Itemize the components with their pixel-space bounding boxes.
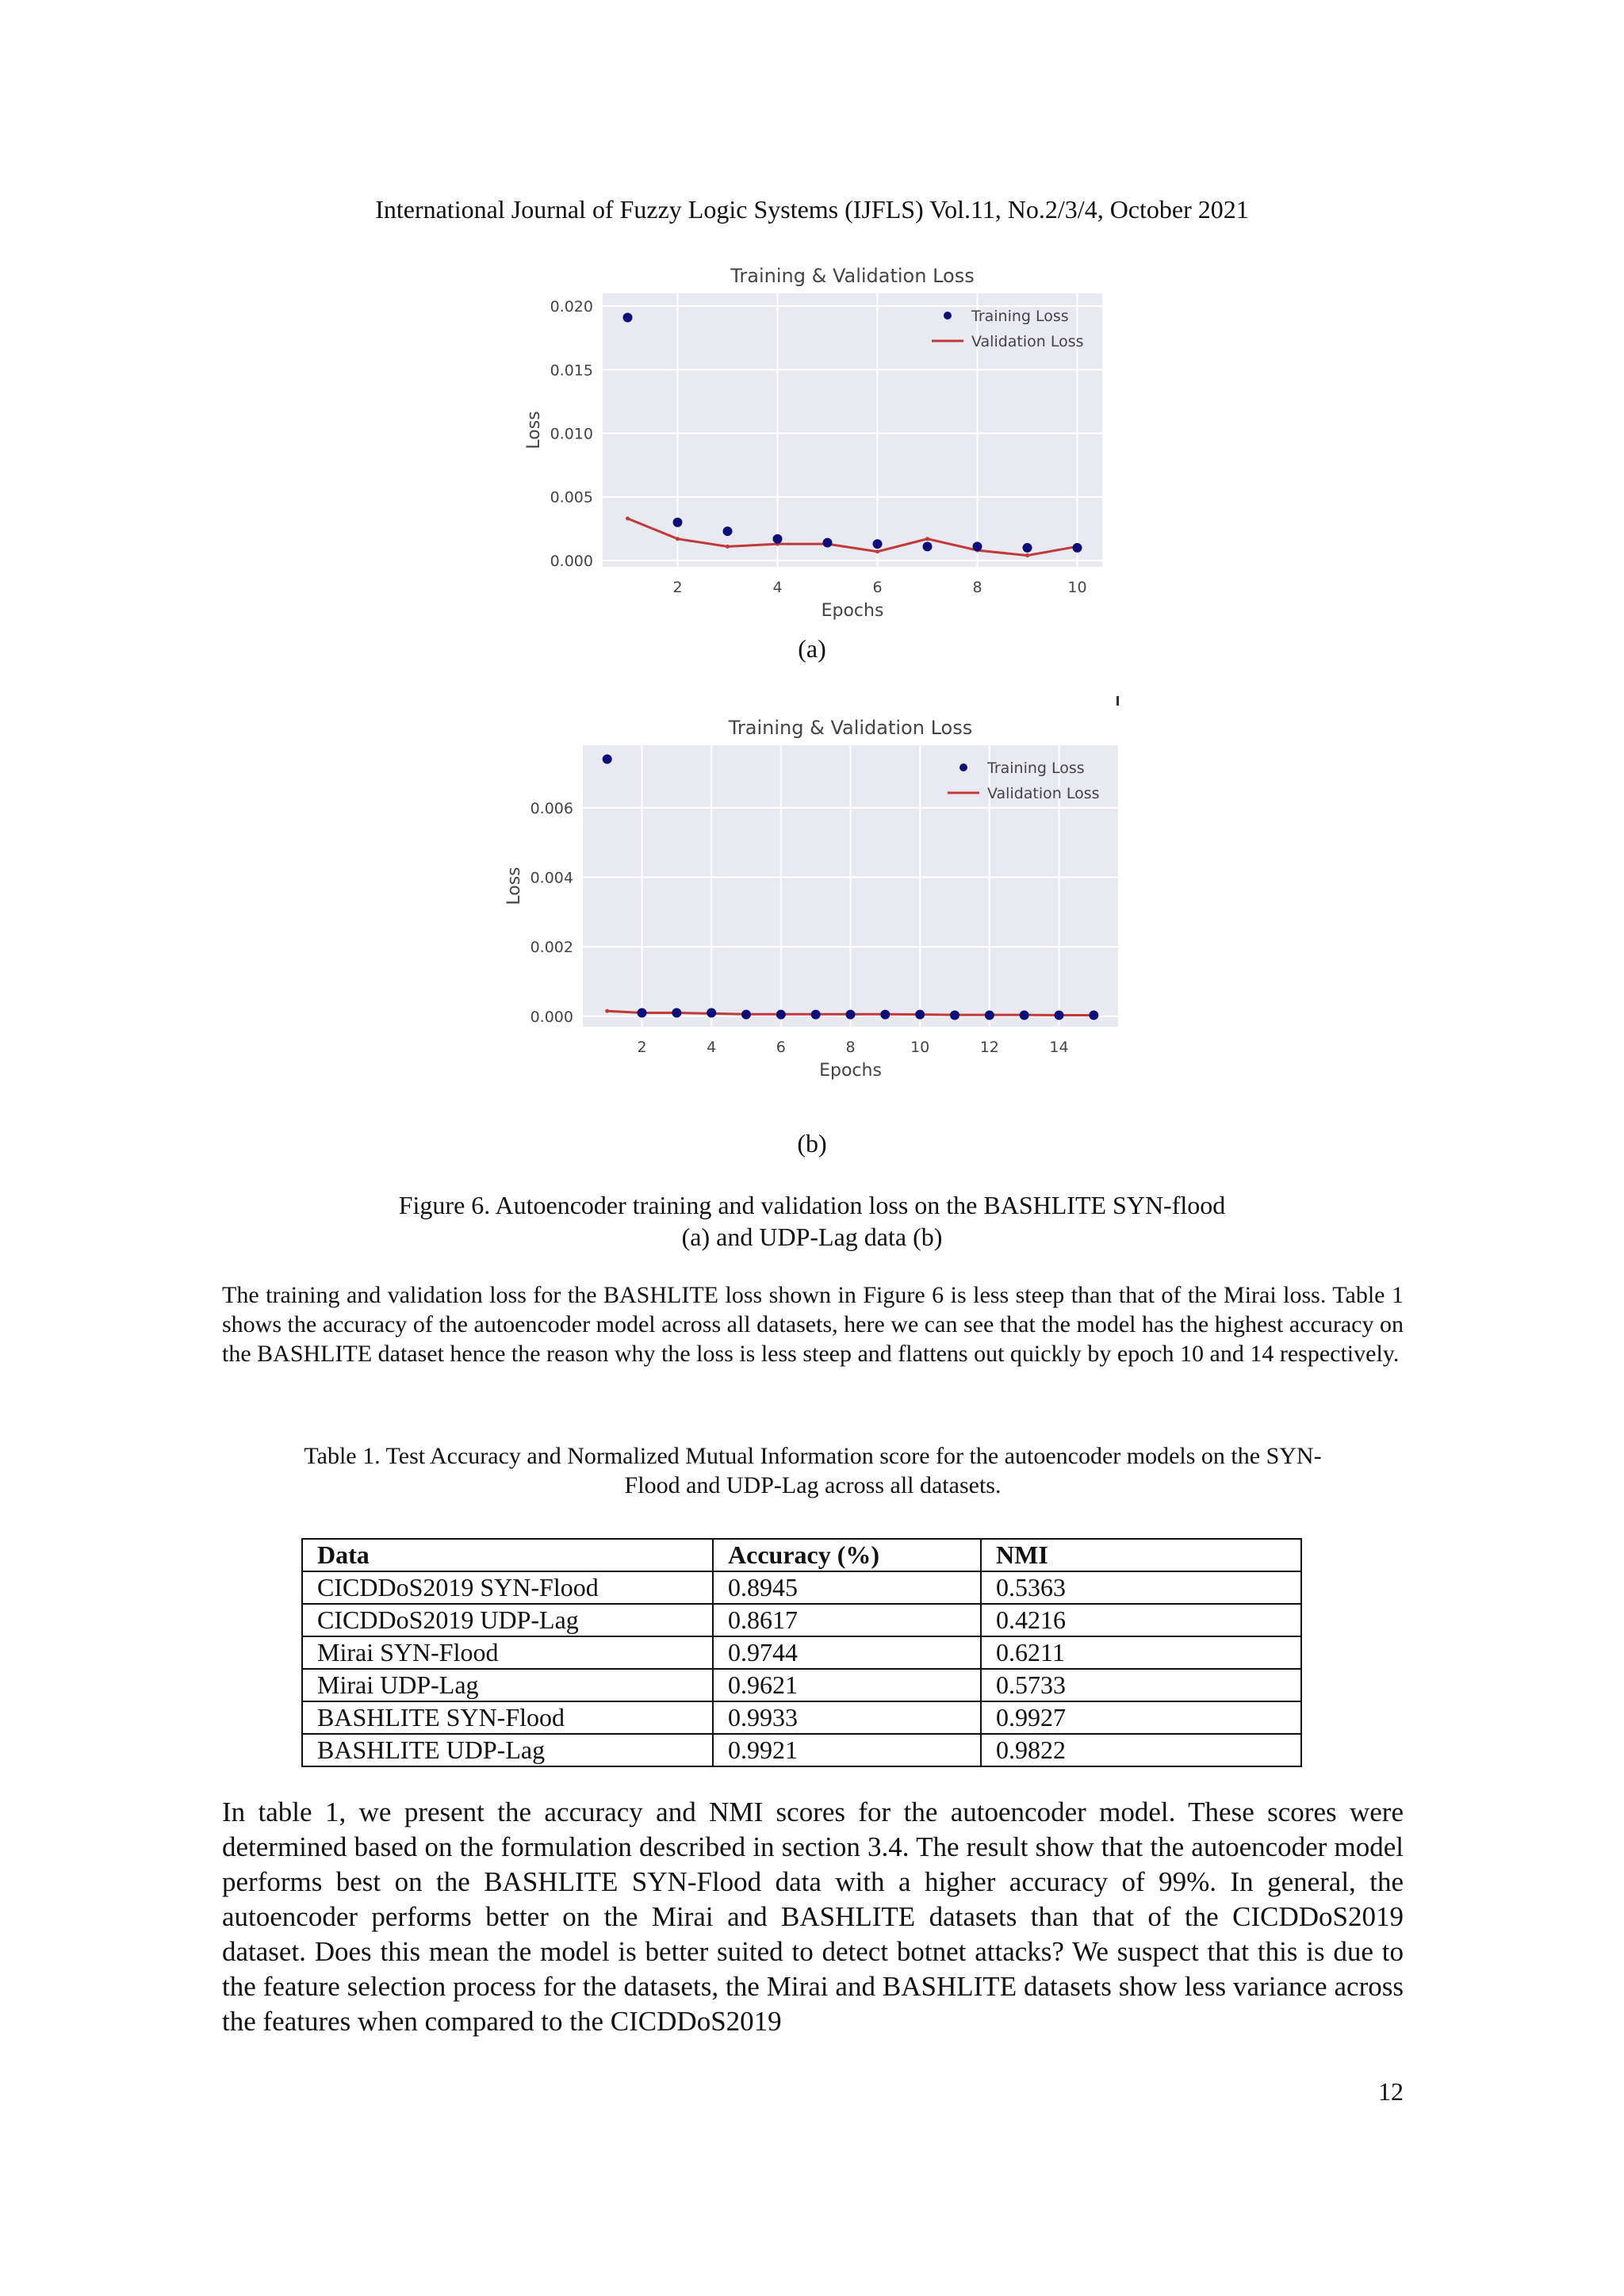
cell-nmi: 0.9927 [981, 1701, 1301, 1734]
validation-loss-point [626, 517, 630, 521]
cell-data: CICDDoS2019 UDP-Lag [302, 1604, 713, 1636]
table-row [302, 1636, 1301, 1669]
legend-marker-training [959, 763, 967, 771]
cell-nmi: 0.5363 [981, 1571, 1301, 1604]
x-tick-label: 4 [707, 1039, 717, 1056]
figure-caption-line2: (a) and UDP-Lag data (b) [681, 1223, 943, 1251]
chart-a [508, 262, 1134, 626]
cell-accuracy: 0.9621 [713, 1669, 981, 1701]
cell-nmi: 0.4216 [981, 1604, 1301, 1636]
training-loss-point [638, 1008, 647, 1017]
legend-label-validation: Validation Loss [971, 333, 1084, 350]
cell-data: Mirai UDP-Lag [302, 1669, 713, 1701]
y-tick-label: 0.006 [530, 799, 573, 817]
y-tick-label: 0.020 [550, 298, 593, 316]
training-loss-point [973, 541, 982, 551]
table-header-row [302, 1539, 1301, 1571]
training-loss-point [623, 312, 633, 322]
x-tick-label: 8 [845, 1039, 856, 1056]
x-tick-label: 10 [1067, 579, 1087, 596]
running-head: International Journal of Fuzzy Logic Systems (IJFLS) Vol.11, No.2/3/4, October 2021 [375, 195, 1249, 224]
y-axis-label: Loss [504, 867, 524, 905]
x-tick-label: 8 [972, 579, 982, 596]
panel-label-a: (a) [798, 634, 826, 663]
header-nmi: NMI [981, 1539, 1301, 1571]
training-loss-point [776, 1010, 786, 1020]
figure-caption [0, 1189, 1624, 1253]
table-row [302, 1571, 1301, 1604]
y-tick-label: 0.010 [550, 425, 593, 443]
training-loss-point [707, 1008, 716, 1017]
training-loss-point [1023, 543, 1032, 553]
cell-nmi: 0.6211 [981, 1636, 1301, 1669]
training-loss-point [1089, 1011, 1098, 1020]
training-loss-point [741, 1010, 751, 1020]
chart-title: Training & Validation Loss [730, 265, 975, 287]
table-row [302, 1604, 1301, 1636]
y-tick-label: 0.000 [530, 1008, 573, 1026]
validation-loss-point [875, 549, 879, 553]
training-loss-point [1073, 543, 1082, 553]
stray-tick-mark [1116, 696, 1119, 706]
x-tick-label: 6 [872, 579, 883, 596]
y-tick-label: 0.005 [550, 488, 593, 507]
training-loss-point [985, 1011, 994, 1020]
table-row [302, 1734, 1301, 1766]
cell-data: Mirai SYN-Flood [302, 1636, 713, 1669]
training-loss-point [846, 1010, 856, 1020]
y-axis-label: Loss [524, 411, 544, 450]
table-row [302, 1701, 1301, 1734]
x-tick-label: 10 [910, 1039, 930, 1056]
validation-loss-point [925, 537, 929, 541]
paragraph-1: The training and validation loss for the BASHLITE loss shown in Figure 6 is less steep than that of the Mirai loss. Table 1 shows the accuracy of the autoencoder model across all datasets, here we can see that the model has the highest accuracy on the BASHLITE dataset hence the reason why the loss is less steep and flattens out quickly by epoch 10 and 14 respectively. [222, 1282, 1404, 1367]
training-loss-point [873, 539, 883, 549]
cell-accuracy: 0.8945 [713, 1571, 981, 1604]
cell-nmi: 0.5733 [981, 1669, 1301, 1701]
validation-loss-point [1025, 553, 1029, 557]
cell-accuracy: 0.8617 [713, 1604, 981, 1636]
table-row [302, 1669, 1301, 1701]
x-tick-label: 12 [979, 1039, 999, 1056]
header-accuracy: Accuracy (%) [713, 1539, 981, 1571]
legend-label-training: Training Loss [987, 760, 1085, 777]
legend-label-validation: Validation Loss [987, 785, 1100, 802]
training-loss-point [823, 538, 833, 548]
training-loss-point [923, 541, 933, 551]
training-loss-point [811, 1010, 821, 1020]
x-axis-label: Epochs [821, 601, 884, 621]
results-table [301, 1538, 1302, 1767]
cell-nmi: 0.9822 [981, 1734, 1301, 1766]
training-loss-point [1054, 1011, 1063, 1020]
table-caption-line1: Table 1. Test Accuracy and Normalized Mutual Information score for the autoencoder models on the SYN- [304, 1443, 1322, 1469]
x-tick-label: 4 [772, 579, 783, 596]
paragraph-2: In table 1, we present the accuracy and NMI scores for the autoencoder model. These scores were determined based on the formulation described in section 3.4. The result show that the autoencoder model performs best on the BASHLITE SYN-Flood data with a higher accuracy of 99%. In general, the autoencoder performs better on the Mirai and BASHLITE datasets than that of the CICDDoS2019 dataset. Does this mean the model is better suited to detect botnet attacks? We suspect that this is due to the feature selection process for the datasets, the Mirai and BASHLITE datasets show less variance across the features when compared to the CICDDoS2019 [222, 1797, 1404, 2037]
page-number: 12 [1378, 2077, 1404, 2106]
training-loss-point [603, 755, 612, 764]
validation-loss-point [726, 545, 730, 549]
training-loss-point [723, 526, 733, 536]
x-tick-label: 2 [637, 1039, 647, 1056]
table-caption [222, 1441, 1404, 1500]
cell-data: BASHLITE SYN-Flood [302, 1701, 713, 1734]
y-tick-label: 0.002 [530, 939, 573, 957]
chart-title: Training & Validation Loss [728, 717, 973, 739]
figure-caption-line1: Figure 6. Autoencoder training and validation loss on the BASHLITE SYN-flood [398, 1191, 1226, 1219]
legend-marker-training [944, 312, 952, 320]
training-loss-point [773, 534, 783, 544]
table-caption-line2: Flood and UDP-Lag across all datasets. [624, 1472, 1002, 1498]
legend-label-training: Training Loss [971, 308, 1069, 325]
cell-accuracy: 0.9744 [713, 1636, 981, 1669]
y-tick-label: 0.015 [550, 362, 593, 380]
training-loss-point [1020, 1011, 1029, 1020]
training-loss-point [673, 518, 683, 527]
cell-accuracy: 0.9921 [713, 1734, 981, 1766]
y-tick-label: 0.000 [550, 552, 593, 570]
x-tick-label: 6 [776, 1039, 786, 1056]
cell-accuracy: 0.9933 [713, 1701, 981, 1734]
training-loss-point [880, 1010, 890, 1020]
chart-b [504, 710, 1134, 1090]
training-loss-point [915, 1010, 925, 1020]
cell-data: BASHLITE UDP-Lag [302, 1734, 713, 1766]
cell-data: CICDDoS2019 SYN-Flood [302, 1571, 713, 1604]
training-loss-point [950, 1011, 959, 1020]
validation-loss-point [676, 537, 680, 541]
x-axis-label: Epochs [819, 1061, 882, 1081]
y-tick-label: 0.004 [530, 869, 573, 887]
panel-label-b: (b) [797, 1129, 827, 1158]
validation-loss-point [605, 1009, 609, 1013]
x-tick-label: 14 [1049, 1039, 1069, 1056]
training-loss-point [672, 1008, 681, 1017]
header-data: Data [302, 1539, 713, 1571]
x-tick-label: 2 [672, 579, 683, 596]
